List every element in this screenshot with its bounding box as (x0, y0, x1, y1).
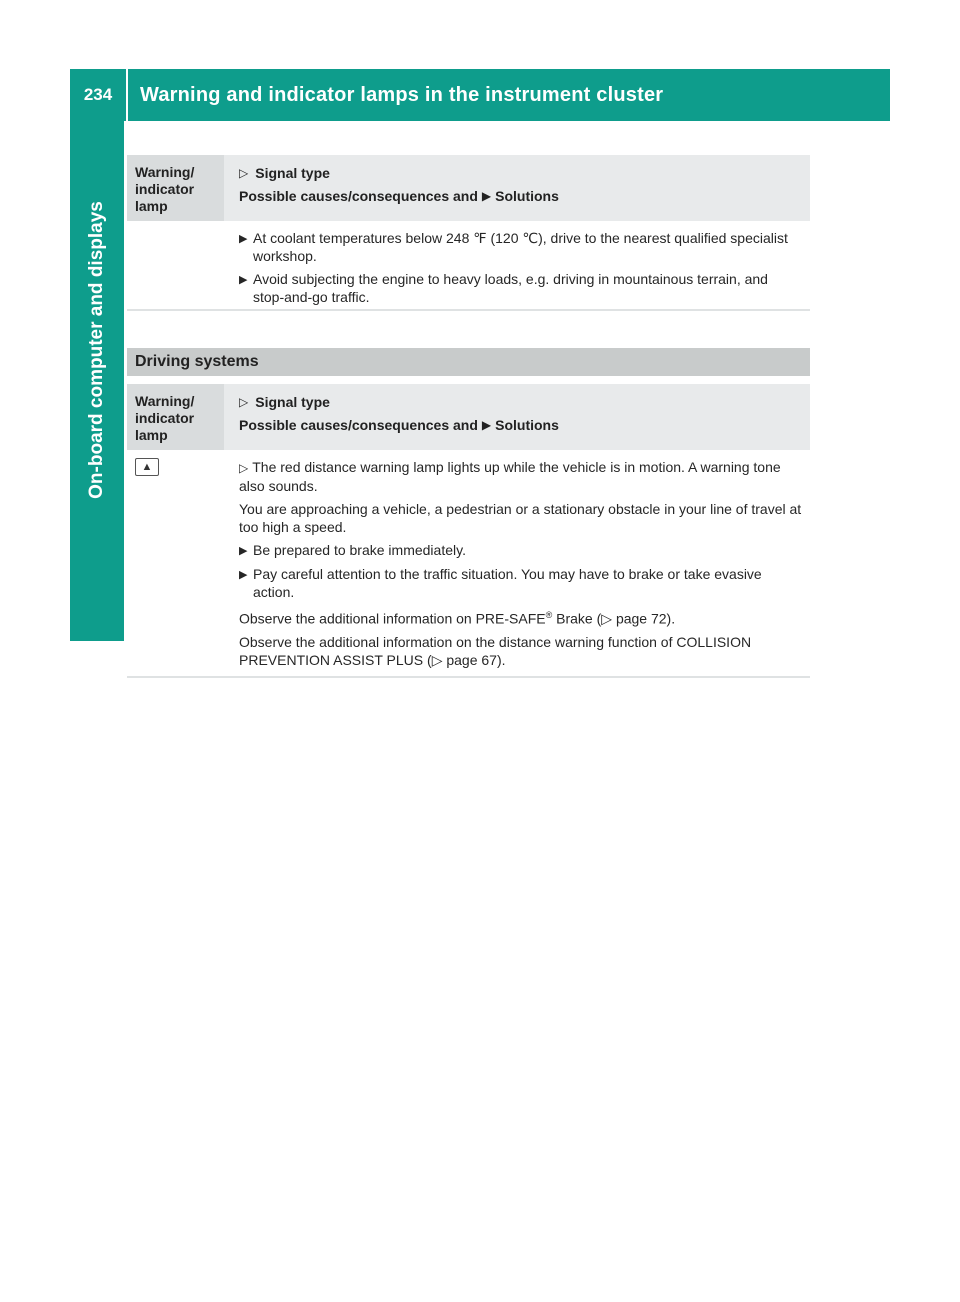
page-reference-link[interactable]: page 67 (446, 651, 497, 668)
action-arrow-icon: ▶ (481, 189, 492, 203)
column-header-signal: Signal type (255, 394, 330, 410)
column-header-solutions: Solutions (495, 417, 559, 433)
table-row (127, 450, 810, 674)
page-header (70, 69, 890, 121)
list-item (239, 229, 802, 265)
note-text: Brake ( (552, 610, 602, 627)
table-header (127, 155, 810, 221)
page-number: 234 (70, 69, 128, 121)
action-arrow-icon: ▶ (239, 569, 248, 581)
column-header-signal: Signal type (255, 165, 330, 181)
list-item-text: Be prepared to brake immediately. (253, 542, 466, 558)
divider (127, 676, 810, 678)
page-ref-triangle-icon: ▷ (431, 651, 443, 668)
note-text: Observe the additional information on the distance warning function of COLLISION PREVENTION ASSIST PLUS ( (239, 633, 752, 668)
column-header-lamp: Warning/ indicator lamp (127, 155, 224, 221)
cause-text: You are approaching a vehicle, a pedestrian or a stationary obstacle in your line of travel at too high a speed. (239, 501, 802, 535)
signal-triangle-icon: ▷ (239, 395, 249, 409)
action-arrow-icon: ▶ (481, 418, 492, 432)
coolant-table (127, 155, 810, 311)
note-pre-safe (239, 606, 802, 628)
signal-text: The red distance warning lamp lights up while the vehicle is in motion. A warning tone also sounds. (239, 459, 781, 494)
note-text: Observe the additional information on PRE-SAFE (239, 610, 546, 627)
list-item (239, 565, 802, 601)
column-header-causes: Possible causes/consequences and (239, 188, 478, 204)
section-heading: Driving systems (127, 348, 810, 376)
chapter-tab-label-wrap (70, 122, 124, 577)
page-reference-link[interactable]: page 72 (615, 610, 667, 627)
action-arrow-icon: ▶ (239, 545, 248, 557)
note-text: ). (496, 651, 506, 668)
column-header-lamp: Warning/ indicator lamp (127, 384, 224, 450)
action-arrow-icon: ▶ (239, 233, 248, 245)
list-item-text: At coolant temperatures below 248 ℉ (120 ℃), drive to the nearest qualified specialist workshop. (253, 230, 788, 264)
divider (127, 309, 810, 311)
distance-warning-icon: ▲ (135, 458, 159, 476)
signal-triangle-icon: ▷ (239, 166, 249, 180)
list-item-text: Pay careful attention to the traffic situation. You may have to brake or take evasive action. (253, 566, 762, 600)
page-title: Warning and indicator lamps in the instrument cluster (140, 83, 664, 106)
table-header (127, 384, 810, 450)
column-header-solutions: Solutions (495, 188, 559, 204)
chapter-tab-label: On-board computer and displays (86, 200, 107, 499)
list-item-text: Avoid subjecting the engine to heavy loads, e.g. driving in mountainous terrain, and stop-and-go traffic. (253, 271, 768, 305)
signal-triangle-icon: ▷ (239, 461, 249, 475)
driving-systems-table (127, 384, 810, 674)
note-text: ). (666, 610, 676, 627)
page-ref-triangle-icon: ▷ (601, 610, 613, 627)
signal-description (239, 458, 802, 495)
action-arrow-icon: ▶ (239, 274, 248, 286)
table-row (127, 221, 810, 311)
list-item (239, 270, 802, 306)
column-header-causes: Possible causes/consequences and (239, 417, 478, 433)
note-collision-prevention (239, 633, 802, 669)
list-item (239, 541, 802, 560)
registered-mark: ® (545, 610, 553, 620)
